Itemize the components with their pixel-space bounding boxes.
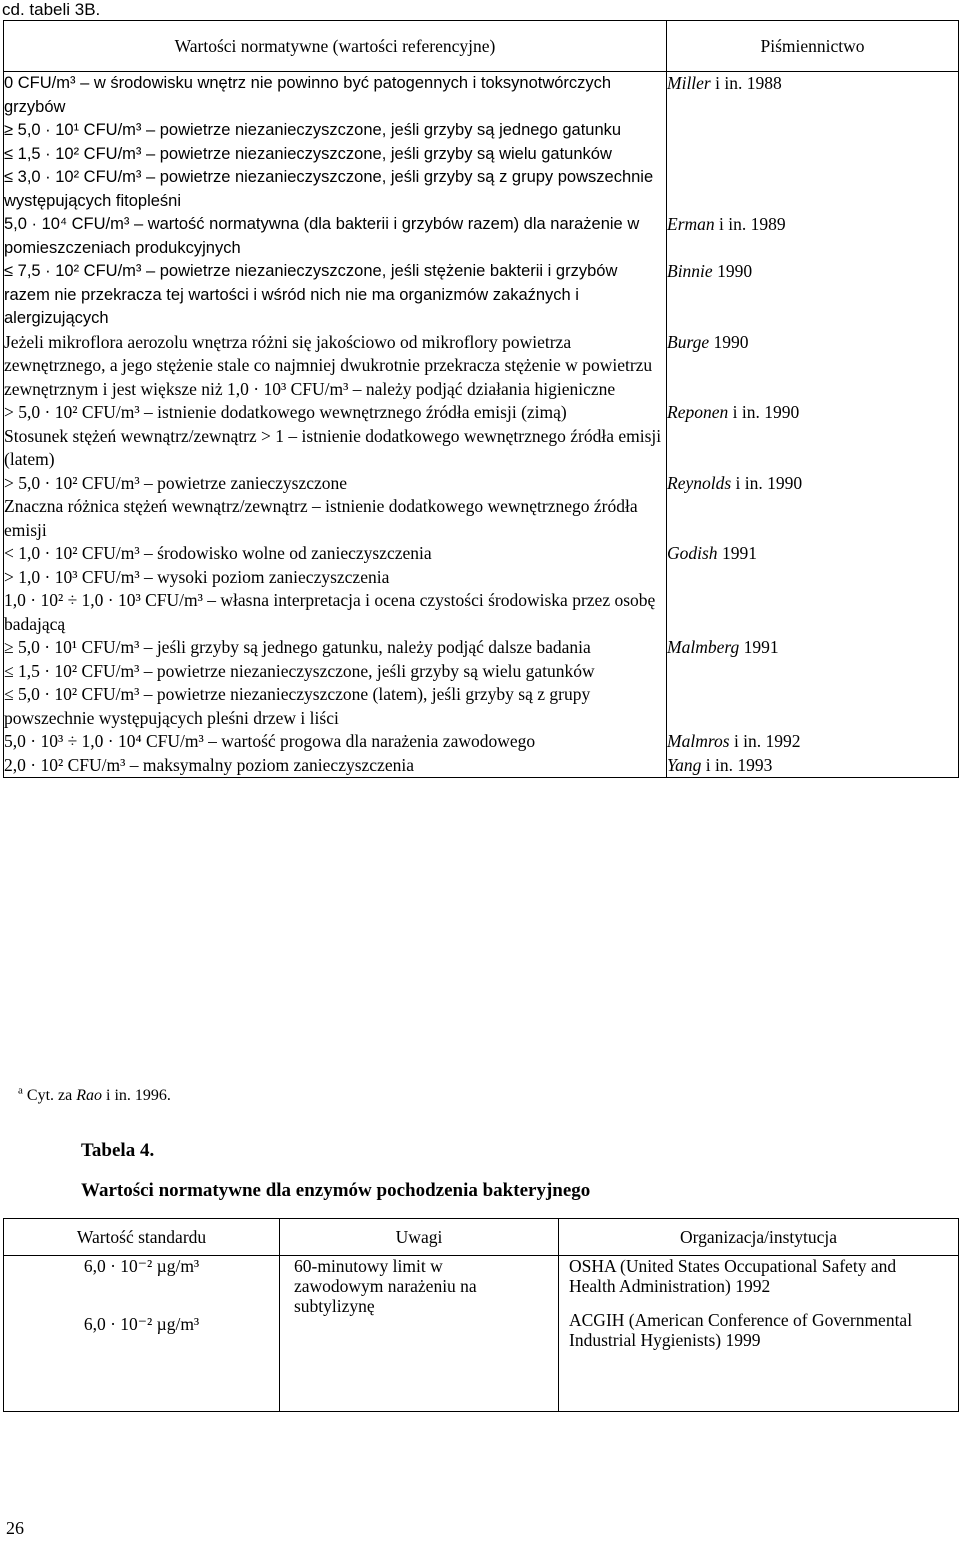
reference-cell <box>667 260 959 331</box>
standard-values-cell <box>4 1256 280 1412</box>
reference-cell <box>667 331 959 402</box>
table-row <box>4 213 959 260</box>
reference-author: Yang <box>667 754 702 775</box>
reference-author: Burge <box>667 331 710 352</box>
normative-value: 5,0 · 10³ ÷ 1,0 · 10⁴ CFU/m³ – wartość progowa dla narażenia zawodowego <box>4 731 536 751</box>
reference-author: Erman <box>667 214 715 234</box>
table-row <box>4 730 959 754</box>
normative-value: > 5,0 · 10² CFU/m³ – powietrze zanieczyszczone <box>4 472 348 493</box>
footnote <box>18 1084 171 1105</box>
normative-value: Stosunek stężeń wewnątrz/zewnątrz > 1 – istnienie dodatkowego wewnętrznego źródła emisji (latem) <box>4 425 662 469</box>
table-row <box>4 472 959 543</box>
reference-year: i in. 1992 <box>729 731 801 751</box>
table-4-title: Wartości normatywne dla enzymów pochodzenia bakteryjnego <box>81 1180 591 1201</box>
reference-author: Reynolds <box>667 472 732 493</box>
normative-values-cell <box>4 472 667 543</box>
reference-cell <box>667 754 959 778</box>
header-references: Piśmiennictwo <box>667 21 959 72</box>
reference-cell <box>667 542 959 636</box>
header-remarks: Uwagi <box>280 1219 559 1256</box>
reference-year: i in. 1990 <box>728 402 800 422</box>
normative-value: 5,0 · 10⁴ CFU/m³ – wartość normatywna (dla bakterii i grzybów razem) dla narażenie w pomieszczeniach produkcyjnych <box>4 215 640 257</box>
normative-value: ≤ 1,5 · 10² CFU/m³ – powietrze niezanieczyszczone, jeśli grzyby są wielu gatunków <box>4 660 595 681</box>
normative-value: 1,0 · 10² ÷ 1,0 · 10³ CFU/m³ – własna interpretacja i ocena czystości środowiska przez osobę badającą <box>4 590 656 634</box>
normative-value: ≥ 5,0 · 10¹ CFU/m³ – jeśli grzyby są jednego gatunku, należy podjąć dalsze badania <box>4 637 591 657</box>
normative-values-cell <box>4 730 667 754</box>
reference-author: Malmberg <box>667 637 740 657</box>
table-4-header-row <box>4 1219 959 1256</box>
normative-value: ≥ 5,0 · 10¹ CFU/m³ – powietrze niezanieczyszczone, jeśli grzyby są jednego gatunku <box>4 121 622 139</box>
footnote-prefix: Cyt. za <box>22 1087 77 1104</box>
reference-cell <box>667 213 959 260</box>
header-organization: Organizacja/instytucja <box>559 1219 959 1256</box>
table-4-label: Tabela 4. <box>81 1140 155 1161</box>
normative-value: > 5,0 · 10² CFU/m³ – istnienie dodatkowego wewnętrznego źródła emisji (zimą) <box>4 402 567 422</box>
reference-cell <box>667 472 959 543</box>
normative-values-cell <box>4 401 667 472</box>
table-row <box>4 636 959 730</box>
reference-author: Malmros <box>667 731 730 751</box>
table-header-row <box>4 21 959 72</box>
table-row <box>4 542 959 636</box>
reference-cell <box>667 401 959 472</box>
normative-values-cell <box>4 72 667 214</box>
organizations-cell <box>559 1256 959 1412</box>
header-values: Wartości normatywne (wartości referencyjne) <box>4 21 667 72</box>
reference-cell <box>667 72 959 214</box>
reference-year: 1991 <box>739 637 779 657</box>
normative-value: ≤ 7,5 · 10² CFU/m³ – powietrze niezanieczyszczone, jeśli stężenie bakterii i grzybów razem nie przekracza tej wartości i wśród nich nie ma organizmów zakaźnych i alergizujących <box>4 262 618 327</box>
reference-cell <box>667 730 959 754</box>
normative-value: ≤ 3,0 · 10² CFU/m³ – powietrze niezanieczyszczone, jeśli grzyby są z grupy powszechnie występujących fitopleśni <box>4 168 654 210</box>
table-row <box>4 754 959 778</box>
normative-value: ≤ 1,5 · 10² CFU/m³ – powietrze niezanieczyszczone, jeśli grzyby są wielu gatunków <box>4 144 612 163</box>
normative-values-cell <box>4 542 667 636</box>
reference-author: Reponen <box>667 402 729 422</box>
normative-values-cell <box>4 754 667 778</box>
reference-year: i in. 1990 <box>731 472 803 493</box>
normative-value: ≤ 5,0 · 10² CFU/m³ – powietrze niezanieczyszczone (latem), jeśli grzyby są z grupy powszechnie występujących pleśni drzew i liści <box>4 684 591 728</box>
normative-values-cell <box>4 636 667 730</box>
reference-cell <box>667 636 959 730</box>
table-row <box>4 331 959 402</box>
table-4 <box>3 1218 959 1412</box>
reference-year: i in. 1989 <box>714 214 786 234</box>
normative-value: < 1,0 · 10² CFU/m³ – środowisko wolne od zanieczyszczenia <box>4 543 432 563</box>
remarks-cell <box>280 1256 559 1412</box>
table-body <box>4 72 959 778</box>
normative-value: Znaczna różnica stężeń wewnątrz/zewnątrz – istnienie dodatkowego wewnętrznego źródła emisji <box>4 496 638 540</box>
organization: ACGIH (American Conference of Governmental Industrial Hygienists) 1999 <box>569 1310 913 1350</box>
normative-value: 0 CFU/m³ – w środowisku wnętrz nie powinno być patogennych i toksynotwórczych grzybów <box>4 74 612 116</box>
page-number: 26 <box>6 1518 24 1538</box>
continuation-label: cd. tabeli 3B. <box>2 0 101 19</box>
header-standard: Wartość standardu <box>4 1219 280 1256</box>
remark-text: 60-minutowy limit w zawodowym narażeniu na subtylizynę <box>294 1256 477 1316</box>
reference-year: 1990 <box>709 331 749 352</box>
table-row <box>4 260 959 331</box>
organization: OSHA (United States Occupational Safety and Health Administration) 1992 <box>569 1256 897 1296</box>
table-3b <box>3 20 959 778</box>
standard-value: 6,0 · 10⁻² µg/m³ <box>83 1314 200 1334</box>
footnote-suffix: i in. 1996. <box>102 1087 171 1104</box>
footnote-marker: a <box>18 1084 23 1097</box>
normative-values-cell <box>4 260 667 331</box>
normative-value: > 1,0 · 10³ CFU/m³ – wysoki poziom zanieczyszczenia <box>4 566 390 587</box>
table-row <box>4 72 959 214</box>
table-row <box>4 401 959 472</box>
reference-year: i in. 1993 <box>701 754 773 775</box>
reference-author: Binnie <box>667 261 713 281</box>
reference-year: i in. 1988 <box>710 73 782 93</box>
normative-values-cell <box>4 331 667 402</box>
normative-value: Jeżeli mikroflora aerozolu wnętrza różni się jakościowo od mikroflory powietrza zewnętrznego, a jego stężenie stale co najmniej dwukrotnie przekracza stężenie w powietrzu zewnętrznym i jest większe niż 1,0 · 10³ CFU/m³ – należy podjąć działania higieniczne <box>4 331 653 399</box>
reference-year: 1990 <box>712 261 753 281</box>
normative-value: 2,0 · 10² CFU/m³ – maksymalny poziom zanieczyszczenia <box>4 754 414 775</box>
table-4-row <box>4 1256 959 1412</box>
normative-values-cell <box>4 213 667 260</box>
reference-author: Godish <box>667 543 718 563</box>
reference-author: Miller <box>667 73 711 93</box>
reference-year: 1991 <box>717 543 757 563</box>
standard-value: 6,0 · 10⁻² µg/m³ <box>83 1256 200 1276</box>
footnote-author: Rao <box>76 1087 102 1104</box>
